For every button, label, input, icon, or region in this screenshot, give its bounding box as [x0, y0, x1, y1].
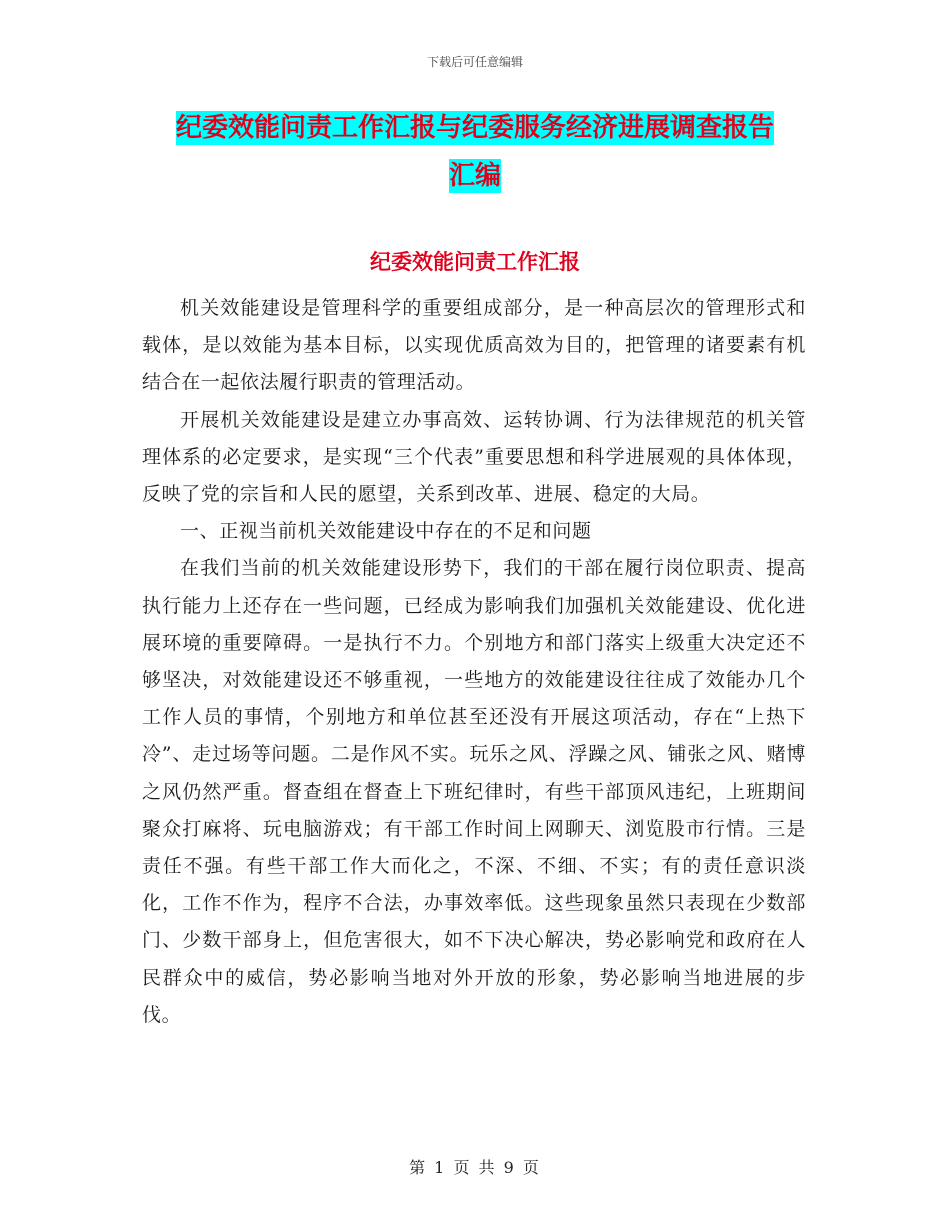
heading-paragraph: 一、正视当前机关效能建设中存在的不足和问题	[180, 520, 592, 543]
paragraph-2: 开展机关效能建设是建立办事高效、运转协调、行为法律规范的机关管理体系的必定要求，是实现“三个代表”重要思想和科学进展观的具体体现，反映了党的宗旨和人民的愿望，关系到改革、进展、稳定的大局。	[142, 408, 806, 506]
document-title-line1: 纪委效能问责工作汇报与纪委服务经济进展调查报告	[175, 113, 774, 143]
document-body	[142, 290, 806, 1034]
header-note: 下载后可任意编辑	[426, 55, 523, 69]
document-title	[140, 104, 810, 200]
paragraph-1: 机关效能建设是管理科学的重要组成部分，是一种高层次的管理形式和载体，是以效能为基本目标，以实现优质高效为目的，把管理的诸要素有机结合在一起依法履行职责的管理活动。	[142, 297, 806, 394]
paragraph-3: 在我们当前的机关效能建设形势下，我们的干部在履行岗位职责、提高执行能力上还存在一些问题，已经成为影响我们加强机关效能建设、优化进展环境的重要障碍。一是执行不力。个别地方和部门落实上级重大决定还不够坚决，对效能建设还不够重视，一些地方的效能建设往往成了效能办几个工作人员的事情，个别地方和单位甚至还没有开展这项活动，存在“上热下冷”、走过场等问题。二是作风不实。玩乐之风、浮躁之风、铺张之风、赌博之风仍然严重。督查组在督查上下班纪律时，有些干部顶风违纪，上班期间聚众打麻将、玩电脑游戏；有干部工作时间上网聊天、浏览股市行情。三是责任不强。有些干部工作大而化之，不深、不细、不实；有的责任意识淡化，工作不作为，程序不合法，办事效率低。这些现象虽然只表现在少数部门、少数干部身上，但危害很大，如不下决心解决，势必影响党和政府在人民群众中的威信，势必影响当地对外开放的形象，势必影响当地进展的步伐。	[142, 557, 806, 1026]
page-number-footer: 第 1 页 共 9 页	[409, 1158, 541, 1177]
section-title: 纪委效能问责工作汇报	[370, 249, 580, 274]
document-title-line2: 汇编	[448, 161, 501, 191]
